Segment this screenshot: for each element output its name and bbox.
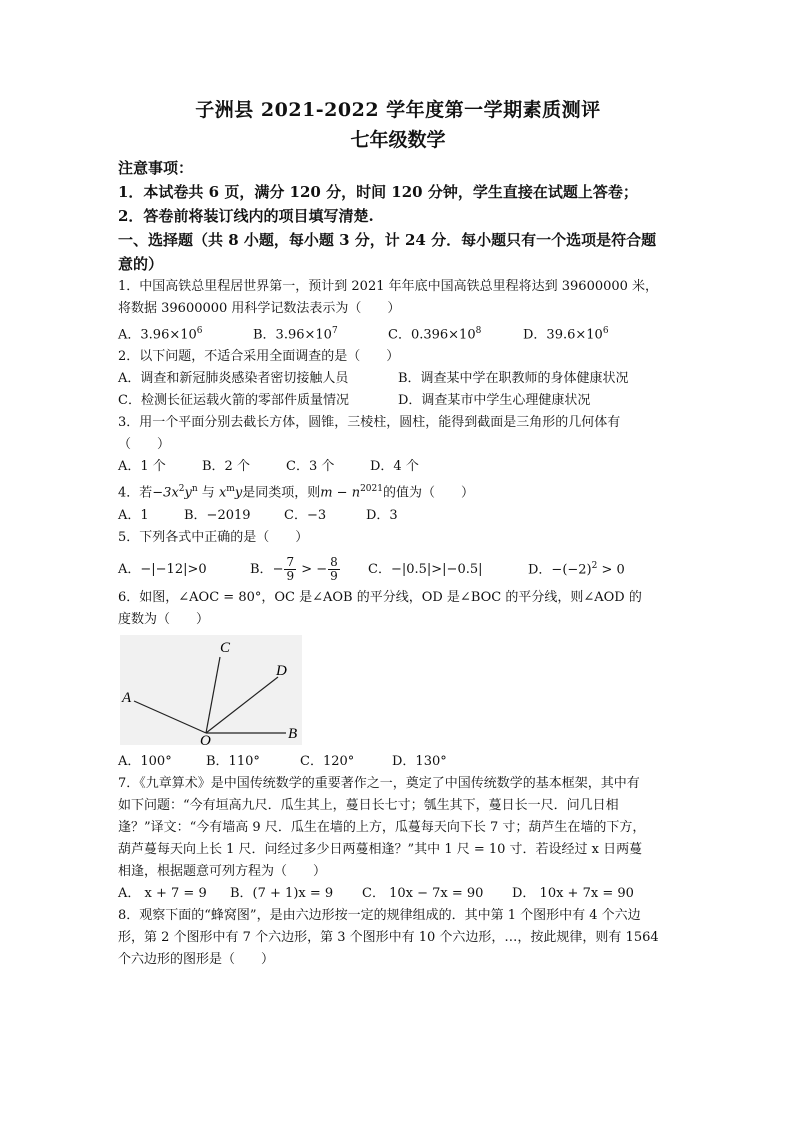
question-8-stem-2: 形，第 2 个图形中有 7 个六边形，第 3 个图形中有 10 个六边形，…，按此规律，则有 1564 (118, 929, 659, 945)
question-7-options (118, 883, 678, 905)
question-7-stem-3: 逢？”译文：“今有墙高 9 尺．瓜生在墙的上方，瓜蔓每天向下长 7 寸；葫芦生在墙的下方， (118, 819, 646, 835)
question-6-stem: 6．如图，∠AOC = 80°，OC 是∠AOB 的平分线，OD 是∠BOC 的平分线，则∠AOD 的 (118, 589, 642, 605)
option-b: B．−2019 (184, 507, 251, 523)
label-o: O (200, 732, 211, 745)
option-d: D．3 (366, 507, 398, 523)
option-d: D．调查某市中学生心理健康状况 (398, 393, 591, 409)
question-1-stem: 1．中国高铁总里程居世界第一，预计到 2021 年年底中国高铁总里程将达到 39600000 米， (118, 279, 659, 294)
question-5-options (118, 549, 678, 587)
angle-diagram (120, 635, 302, 745)
option-d: D．4 个 (370, 459, 419, 475)
question-7-stem-2: 如下问题：“今有垣高九尺．瓜生其上，蔓日长七寸；瓠生其下，蔓日长一尺．问几日相 (118, 797, 619, 813)
section-heading: 一、选择题（共 8 小题，每小题 3 分，计 24 分．每小题只有一个选项是符合题 (118, 231, 657, 249)
label-a: A (122, 689, 132, 706)
option-d: D．$39.6\times 10^6$ (523, 326, 609, 343)
option-b: B．2 个 (202, 459, 250, 475)
option-c: C． 10x − 7x = 90 (362, 885, 484, 901)
option-a: A． x + 7 = 9 (118, 885, 207, 901)
label-d: D (276, 662, 287, 679)
option-b: B．$3.96\times 10^7$ (253, 326, 338, 343)
question-8-stem-3: 个六边形的图形是（ ） (118, 951, 275, 967)
question-3-stem: 3．用一个平面分别去截长方体，圆锥，三棱柱，圆柱，能得到截面是三角形的几何体有 (118, 415, 621, 431)
label-c: C (220, 639, 231, 656)
option-c: C．−|0.5|>|−0.5| (368, 561, 483, 577)
notice-heading: 注意事项： (118, 159, 194, 177)
exam-page (118, 96, 678, 971)
question-5-stem: 5．下列各式中正确的是（ ） (118, 529, 309, 545)
option-a: A．调查和新冠肺炎感染者密切接触人员 (118, 371, 349, 387)
option-c: C．−3 (284, 507, 327, 523)
option-a: A．1 (118, 507, 149, 523)
option-d: D．130° (392, 753, 447, 769)
option-a: A．100° (118, 753, 172, 769)
option-d: D．$-(-2)^2 > 0$ (528, 560, 625, 577)
option-b: B．− $\frac{7}{9}$ > − $\frac{8}{9}$ (250, 554, 338, 583)
label-b: B (288, 725, 298, 742)
option-c: C．检测长征运载火箭的零部件质量情况 (118, 393, 349, 409)
question-7-stem-4: 葫芦蔓每天向上长 1 尺．问经过多少日两蔓相逢？”其中 1 尺 = 10 寸．若设经过 x 日两蔓 (118, 841, 643, 857)
option-b: B．调查某中学在职教师的身体健康状况 (398, 371, 629, 387)
section-heading-cont: 意的） (118, 255, 164, 273)
question-2-options-row-1 (118, 368, 678, 390)
notice-item-2: 2．答卷前将装订线内的项目填写清楚. (118, 207, 374, 225)
option-b: B．110° (206, 753, 260, 769)
question-6-options (118, 751, 678, 773)
question-3-stem-cont: （ ） (118, 437, 171, 453)
question-2-options-row-2 (118, 390, 678, 412)
question-4-stem: 4．若$-3x^2y^n$ 与 $x^my$是同类项，则$m - n^{2021}$的值为（ ） (118, 484, 474, 501)
question-4-options (118, 505, 678, 527)
option-d: D． 10x + 7x = 90 (512, 885, 634, 901)
question-7-stem-1: 7．《九章算术》是中国传统数学的重要著作之一，奠定了中国传统数学的基本框架，其中有 (118, 775, 640, 791)
question-7-stem-5: 相逢，根据题意可列方程为（ ） (118, 863, 327, 879)
question-6-stem-cont: 度数为（ ） (118, 611, 210, 627)
option-a: A．1 个 (118, 459, 166, 475)
angle-figure (120, 635, 678, 749)
option-c: C．3 个 (286, 459, 335, 475)
question-8-stem-1: 8．观察下面的“蜂窝图”，是由六边形按一定的规律组成的．其中第 1 个图形中有 4 个六边 (118, 907, 641, 923)
question-1-options (118, 320, 678, 346)
question-3-options (118, 456, 678, 478)
option-c: C．120° (300, 753, 355, 769)
page-subtitle: 七年级数学 (350, 129, 446, 151)
option-a: A．−|−12|>0 (118, 561, 207, 577)
option-b: B．(7 + 1)x = 9 (230, 885, 334, 901)
question-1-stem-cont: 将数据 39600000 用科学记数法表示为（ ） (118, 301, 401, 316)
question-2-stem: 2．以下问题，不适合采用全面调查的是（ ） (118, 349, 400, 365)
page-title: 子洲县 2021-2022 学年度第一学期素质测评 (195, 99, 601, 121)
option-a: A．$3.96\times 10^6$ (118, 326, 203, 343)
option-c: C．$0.396\times 10^8$ (388, 326, 482, 343)
notice-item-1: 1．本试卷共 6 页，满分 120 分，时间 120 分钟，学生直接在试题上答卷； (118, 183, 638, 201)
